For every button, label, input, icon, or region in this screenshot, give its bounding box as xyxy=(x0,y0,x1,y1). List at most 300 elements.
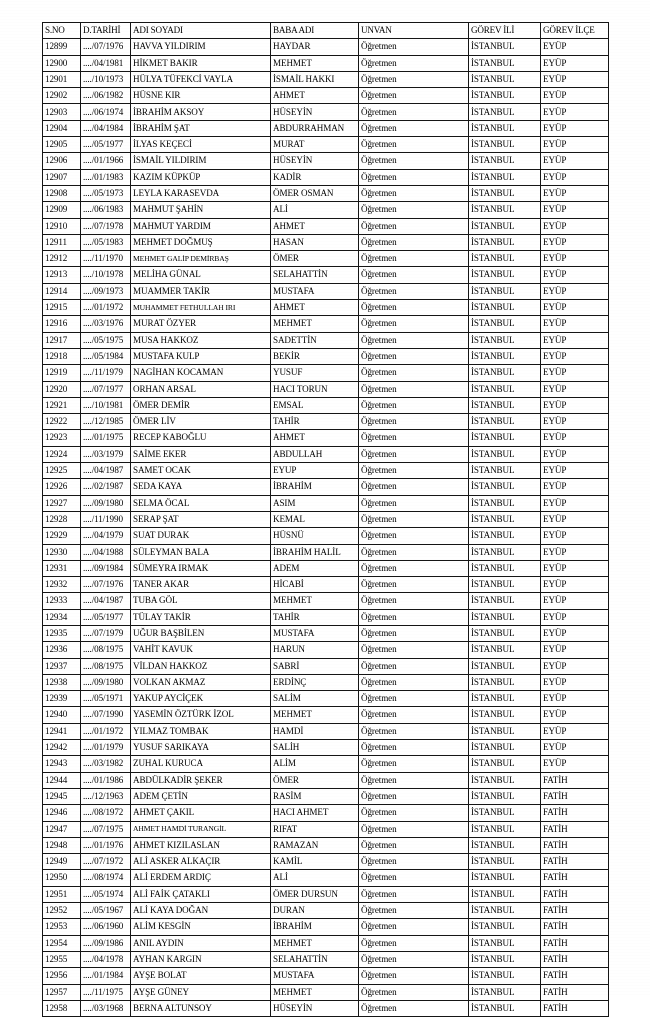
table-row xyxy=(43,234,609,250)
cell-il: İSTANBUL xyxy=(469,707,541,723)
cell-baba: RIFAT xyxy=(271,821,359,837)
cell-baba: HAYDAR xyxy=(271,39,359,55)
cell-il: İSTANBUL xyxy=(469,495,541,511)
cell-ad: AYŞE BOLAT xyxy=(131,968,271,984)
cell-il: İSTANBUL xyxy=(469,185,541,201)
cell-ad: LEYLA KARASEVDA xyxy=(131,185,271,201)
table-row xyxy=(43,642,609,658)
cell-sno: 12948 xyxy=(43,837,81,853)
cell-ilce: EYÜP xyxy=(541,593,609,609)
cell-dt: ..../01/1972 xyxy=(81,300,131,316)
cell-il: İSTANBUL xyxy=(469,348,541,364)
cell-unvan: Öğretmen xyxy=(359,772,469,788)
cell-ilce: EYÜP xyxy=(541,528,609,544)
cell-ilce: EYÜP xyxy=(541,137,609,153)
table-row xyxy=(43,788,609,804)
cell-dt: ..../07/1979 xyxy=(81,625,131,641)
cell-ad: MEHMET GALİP DEMİRBAŞ xyxy=(131,251,271,267)
cell-baba: YUSUF xyxy=(271,365,359,381)
cell-ad: HİKMET BAKIR xyxy=(131,55,271,71)
cell-sno: 12958 xyxy=(43,1000,81,1016)
table-row xyxy=(43,593,609,609)
cell-baba: ADEM xyxy=(271,560,359,576)
cell-sno: 12902 xyxy=(43,88,81,104)
cell-baba: KEMAL xyxy=(271,511,359,527)
cell-sno: 12915 xyxy=(43,300,81,316)
cell-ad: ÖMER LİV xyxy=(131,414,271,430)
cell-ad: SELMA ÖCAL xyxy=(131,495,271,511)
table-row xyxy=(43,316,609,332)
cell-ilce: EYÜP xyxy=(541,414,609,430)
cell-dt: ..../09/1980 xyxy=(81,674,131,690)
cell-dt: ..../01/1979 xyxy=(81,740,131,756)
cell-il: İSTANBUL xyxy=(469,870,541,886)
cell-baba: ABDURRAHMAN xyxy=(271,120,359,136)
cell-dt: ..../01/1966 xyxy=(81,153,131,169)
cell-il: İSTANBUL xyxy=(469,528,541,544)
table-row xyxy=(43,756,609,772)
cell-ilce: EYÜP xyxy=(541,495,609,511)
table-row xyxy=(43,919,609,935)
table-row xyxy=(43,153,609,169)
cell-ad: VAHİT KAVUK xyxy=(131,642,271,658)
cell-ilce: EYÜP xyxy=(541,740,609,756)
cell-il: İSTANBUL xyxy=(469,169,541,185)
cell-unvan: Öğretmen xyxy=(359,951,469,967)
cell-baba: SELAHATTİN xyxy=(271,267,359,283)
cell-ad: İBRAHİM ŞAT xyxy=(131,120,271,136)
cell-unvan: Öğretmen xyxy=(359,968,469,984)
cell-ad: RECEP KABOĞLU xyxy=(131,430,271,446)
cell-sno: 12923 xyxy=(43,430,81,446)
cell-dt: ..../05/1974 xyxy=(81,886,131,902)
cell-dt: ..../07/1976 xyxy=(81,39,131,55)
cell-il: İSTANBUL xyxy=(469,511,541,527)
cell-ad: SÜLEYMAN BALA xyxy=(131,544,271,560)
table-row xyxy=(43,560,609,576)
cell-unvan: Öğretmen xyxy=(359,185,469,201)
table-row xyxy=(43,837,609,853)
cell-unvan: Öğretmen xyxy=(359,1000,469,1016)
cell-ad: AYHAN KARGIN xyxy=(131,951,271,967)
table-row xyxy=(43,332,609,348)
cell-baba: ALİM xyxy=(271,756,359,772)
cell-ad: ZUHAL KURUCA xyxy=(131,756,271,772)
cell-ad: BERNA ALTUNSOY xyxy=(131,1000,271,1016)
cell-ilce: EYÜP xyxy=(541,479,609,495)
cell-sno: 12950 xyxy=(43,870,81,886)
table-row xyxy=(43,1000,609,1016)
cell-ad: ORHAN ARSAL xyxy=(131,381,271,397)
cell-unvan: Öğretmen xyxy=(359,153,469,169)
table-row xyxy=(43,88,609,104)
cell-sno: 12938 xyxy=(43,674,81,690)
cell-ilce: EYÜP xyxy=(541,120,609,136)
cell-baba: MUSTAFA xyxy=(271,625,359,641)
cell-sno: 12954 xyxy=(43,935,81,951)
cell-unvan: Öğretmen xyxy=(359,593,469,609)
cell-sno: 12952 xyxy=(43,903,81,919)
cell-il: İSTANBUL xyxy=(469,837,541,853)
cell-sno: 12926 xyxy=(43,479,81,495)
cell-ad: UĞUR BAŞBİLEN xyxy=(131,625,271,641)
cell-dt: ..../06/1983 xyxy=(81,202,131,218)
cell-unvan: Öğretmen xyxy=(359,267,469,283)
table-row xyxy=(43,495,609,511)
cell-sno: 12929 xyxy=(43,528,81,544)
cell-unvan: Öğretmen xyxy=(359,332,469,348)
cell-dt: ..../10/1981 xyxy=(81,397,131,413)
cell-il: İSTANBUL xyxy=(469,251,541,267)
cell-unvan: Öğretmen xyxy=(359,71,469,87)
cell-ilce: EYÜP xyxy=(541,251,609,267)
cell-ilce: EYÜP xyxy=(541,104,609,120)
cell-baba: İBRAHİM xyxy=(271,479,359,495)
cell-baba: SABRİ xyxy=(271,658,359,674)
cell-ad: AHMET KIZILASLAN xyxy=(131,837,271,853)
cell-sno: 12935 xyxy=(43,625,81,641)
cell-sno: 12955 xyxy=(43,951,81,967)
cell-il: İSTANBUL xyxy=(469,821,541,837)
cell-dt: ..../05/1983 xyxy=(81,234,131,250)
cell-unvan: Öğretmen xyxy=(359,104,469,120)
table-row xyxy=(43,348,609,364)
cell-il: İSTANBUL xyxy=(469,625,541,641)
cell-unvan: Öğretmen xyxy=(359,870,469,886)
cell-il: İSTANBUL xyxy=(469,805,541,821)
cell-ilce: EYÜP xyxy=(541,348,609,364)
cell-ad: ALİ ASKER ALKAÇIR xyxy=(131,854,271,870)
cell-baba: ALİ xyxy=(271,870,359,886)
cell-dt: ..../01/1984 xyxy=(81,968,131,984)
cell-unvan: Öğretmen xyxy=(359,251,469,267)
table-row xyxy=(43,511,609,527)
cell-il: İSTANBUL xyxy=(469,935,541,951)
cell-ad: MAHMUT ŞAHİN xyxy=(131,202,271,218)
cell-sno: 12956 xyxy=(43,968,81,984)
cell-sno: 12910 xyxy=(43,218,81,234)
cell-unvan: Öğretmen xyxy=(359,348,469,364)
cell-dt: ..../09/1986 xyxy=(81,935,131,951)
cell-baba: AHMET xyxy=(271,218,359,234)
cell-unvan: Öğretmen xyxy=(359,39,469,55)
cell-unvan: Öğretmen xyxy=(359,544,469,560)
cell-dt: ..../11/1990 xyxy=(81,511,131,527)
cell-ilce: EYÜP xyxy=(541,381,609,397)
column-header-province: GÖREV İLİ xyxy=(469,23,541,39)
cell-il: İSTANBUL xyxy=(469,365,541,381)
cell-ad: ANIL AYDIN xyxy=(131,935,271,951)
cell-il: İSTANBUL xyxy=(469,430,541,446)
cell-unvan: Öğretmen xyxy=(359,723,469,739)
cell-dt: ..../01/1976 xyxy=(81,837,131,853)
table-row xyxy=(43,218,609,234)
column-header-district: GÖREV İLÇE xyxy=(541,23,609,39)
table-row xyxy=(43,365,609,381)
cell-sno: 12951 xyxy=(43,886,81,902)
table-row xyxy=(43,267,609,283)
cell-dt: ..../05/1977 xyxy=(81,609,131,625)
cell-dt: ..../12/1985 xyxy=(81,414,131,430)
cell-dt: ..../01/1986 xyxy=(81,772,131,788)
cell-ad: AYŞE GÜNEY xyxy=(131,984,271,1000)
cell-il: İSTANBUL xyxy=(469,756,541,772)
cell-il: İSTANBUL xyxy=(469,674,541,690)
cell-dt: ..../02/1987 xyxy=(81,479,131,495)
table-row xyxy=(43,674,609,690)
cell-baba: KADİR xyxy=(271,169,359,185)
cell-unvan: Öğretmen xyxy=(359,430,469,446)
cell-ilce: EYÜP xyxy=(541,153,609,169)
cell-dt: ..../06/1982 xyxy=(81,88,131,104)
cell-ad: TANER AKAR xyxy=(131,577,271,593)
cell-ad: SÜMEYRA IRMAK xyxy=(131,560,271,576)
cell-dt: ..../03/1968 xyxy=(81,1000,131,1016)
cell-ad: HAVVA YILDIRIM xyxy=(131,39,271,55)
cell-ad: SEDA KAYA xyxy=(131,479,271,495)
cell-dt: ..../09/1980 xyxy=(81,495,131,511)
cell-ad: MELİHA GÜNAL xyxy=(131,267,271,283)
table-row xyxy=(43,772,609,788)
cell-ad: ALİ KAYA DOĞAN xyxy=(131,903,271,919)
cell-dt: ..../10/1978 xyxy=(81,267,131,283)
cell-dt: ..../07/1990 xyxy=(81,707,131,723)
cell-ilce: EYÜP xyxy=(541,202,609,218)
cell-sno: 12925 xyxy=(43,463,81,479)
cell-ad: YAKUP AYCİÇEK xyxy=(131,691,271,707)
cell-il: İSTANBUL xyxy=(469,577,541,593)
cell-ad: YUSUF SARIKAYA xyxy=(131,740,271,756)
cell-baba: HAMDİ xyxy=(271,723,359,739)
table-row xyxy=(43,300,609,316)
cell-ad: KAZIM KÜPKÜP xyxy=(131,169,271,185)
cell-ilce: FATİH xyxy=(541,854,609,870)
cell-unvan: Öğretmen xyxy=(359,919,469,935)
cell-ad: NAGİHAN KOCAMAN xyxy=(131,365,271,381)
cell-ilce: EYÜP xyxy=(541,544,609,560)
cell-ilce: FATİH xyxy=(541,951,609,967)
cell-sno: 12917 xyxy=(43,332,81,348)
cell-sno: 12920 xyxy=(43,381,81,397)
cell-baba: TAHİR xyxy=(271,414,359,430)
cell-il: İSTANBUL xyxy=(469,886,541,902)
cell-sno: 12945 xyxy=(43,788,81,804)
cell-ilce: EYÜP xyxy=(541,560,609,576)
table-row xyxy=(43,71,609,87)
cell-sno: 12943 xyxy=(43,756,81,772)
cell-sno: 12942 xyxy=(43,740,81,756)
table-row xyxy=(43,740,609,756)
cell-dt: ..../04/1988 xyxy=(81,544,131,560)
cell-dt: ..../11/1975 xyxy=(81,984,131,1000)
cell-baba: MURAT xyxy=(271,137,359,153)
cell-ilce: FATİH xyxy=(541,984,609,1000)
table-row xyxy=(43,104,609,120)
cell-ilce: EYÜP xyxy=(541,169,609,185)
table-row xyxy=(43,528,609,544)
cell-unvan: Öğretmen xyxy=(359,479,469,495)
table-row xyxy=(43,169,609,185)
cell-ad: MAHMUT YARDIM xyxy=(131,218,271,234)
cell-dt: ..../07/1975 xyxy=(81,821,131,837)
table-header-row xyxy=(43,23,609,39)
cell-baba: AHMET xyxy=(271,430,359,446)
cell-il: İSTANBUL xyxy=(469,137,541,153)
cell-ilce: EYÜP xyxy=(541,71,609,87)
cell-sno: 12912 xyxy=(43,251,81,267)
cell-unvan: Öğretmen xyxy=(359,691,469,707)
cell-sno: 12918 xyxy=(43,348,81,364)
cell-il: İSTANBUL xyxy=(469,397,541,413)
table-row xyxy=(43,381,609,397)
cell-sno: 12946 xyxy=(43,805,81,821)
cell-ilce: FATİH xyxy=(541,968,609,984)
cell-dt: ..../05/1973 xyxy=(81,185,131,201)
cell-ad: ABDÜLKADİR ŞEKER xyxy=(131,772,271,788)
table-row xyxy=(43,463,609,479)
cell-sno: 12907 xyxy=(43,169,81,185)
cell-ad: VOLKAN AKMAZ xyxy=(131,674,271,690)
cell-sno: 12933 xyxy=(43,593,81,609)
cell-unvan: Öğretmen xyxy=(359,658,469,674)
cell-baba: MEHMET xyxy=(271,593,359,609)
cell-ilce: EYÜP xyxy=(541,609,609,625)
cell-dt: ..../08/1975 xyxy=(81,658,131,674)
cell-sno: 12901 xyxy=(43,71,81,87)
cell-il: İSTANBUL xyxy=(469,642,541,658)
cell-dt: ..../12/1963 xyxy=(81,788,131,804)
cell-ilce: FATİH xyxy=(541,805,609,821)
cell-sno: 12930 xyxy=(43,544,81,560)
cell-ilce: EYÜP xyxy=(541,430,609,446)
cell-baba: AHMET xyxy=(271,88,359,104)
cell-ilce: EYÜP xyxy=(541,577,609,593)
cell-sno: 12947 xyxy=(43,821,81,837)
cell-sno: 12900 xyxy=(43,55,81,71)
cell-ilce: EYÜP xyxy=(541,691,609,707)
table-row xyxy=(43,479,609,495)
cell-il: İSTANBUL xyxy=(469,740,541,756)
cell-ilce: EYÜP xyxy=(541,397,609,413)
cell-sno: 12937 xyxy=(43,658,81,674)
cell-baba: RASİM xyxy=(271,788,359,804)
cell-ilce: EYÜP xyxy=(541,365,609,381)
cell-ad: MURAT ÖZYER xyxy=(131,316,271,332)
table-row xyxy=(43,886,609,902)
cell-dt: ..../05/1967 xyxy=(81,903,131,919)
cell-sno: 12922 xyxy=(43,414,81,430)
cell-sno: 12931 xyxy=(43,560,81,576)
cell-dt: ..../04/1981 xyxy=(81,55,131,71)
cell-unvan: Öğretmen xyxy=(359,560,469,576)
table-row xyxy=(43,430,609,446)
cell-il: İSTANBUL xyxy=(469,300,541,316)
cell-sno: 12941 xyxy=(43,723,81,739)
cell-ilce: EYÜP xyxy=(541,234,609,250)
table-row xyxy=(43,544,609,560)
cell-unvan: Öğretmen xyxy=(359,234,469,250)
cell-il: İSTANBUL xyxy=(469,463,541,479)
table-body xyxy=(43,39,609,1017)
cell-unvan: Öğretmen xyxy=(359,788,469,804)
cell-il: İSTANBUL xyxy=(469,316,541,332)
cell-il: İSTANBUL xyxy=(469,691,541,707)
cell-unvan: Öğretmen xyxy=(359,120,469,136)
cell-baba: MUSTAFA xyxy=(271,968,359,984)
cell-ad: HÜLYA TÜFEKCİ VAYLA xyxy=(131,71,271,87)
cell-dt: ..../07/1977 xyxy=(81,381,131,397)
cell-baba: KAMİL xyxy=(271,854,359,870)
cell-sno: 12913 xyxy=(43,267,81,283)
table-row xyxy=(43,577,609,593)
table-header xyxy=(43,23,609,39)
cell-baba: SELAHATTİN xyxy=(271,951,359,967)
cell-ilce: FATİH xyxy=(541,886,609,902)
cell-unvan: Öğretmen xyxy=(359,511,469,527)
cell-dt: ..../03/1979 xyxy=(81,446,131,462)
cell-il: İSTANBUL xyxy=(469,951,541,967)
cell-il: İSTANBUL xyxy=(469,854,541,870)
cell-sno: 12909 xyxy=(43,202,81,218)
cell-baba: SALİM xyxy=(271,691,359,707)
cell-baba: MEHMET xyxy=(271,707,359,723)
cell-ad: SERAP ŞAT xyxy=(131,511,271,527)
cell-baba: ASIM xyxy=(271,495,359,511)
cell-il: İSTANBUL xyxy=(469,723,541,739)
cell-dt: ..../07/1972 xyxy=(81,854,131,870)
cell-unvan: Öğretmen xyxy=(359,886,469,902)
cell-baba: ERDİNÇ xyxy=(271,674,359,690)
cell-sno: 12921 xyxy=(43,397,81,413)
cell-unvan: Öğretmen xyxy=(359,642,469,658)
cell-ad: İBRAHİM AKSOY xyxy=(131,104,271,120)
table-row xyxy=(43,202,609,218)
cell-baba: ÖMER OSMAN xyxy=(271,185,359,201)
cell-dt: ..../06/1974 xyxy=(81,104,131,120)
cell-baba: MEHMET xyxy=(271,935,359,951)
cell-ad: SAMET OCAK xyxy=(131,463,271,479)
cell-ad: İLYAS KEÇECİ xyxy=(131,137,271,153)
table-row xyxy=(43,903,609,919)
cell-unvan: Öğretmen xyxy=(359,707,469,723)
cell-sno: 12924 xyxy=(43,446,81,462)
cell-il: İSTANBUL xyxy=(469,120,541,136)
cell-baba: DURAN xyxy=(271,903,359,919)
column-header-sno: S.NO xyxy=(43,23,81,39)
cell-il: İSTANBUL xyxy=(469,560,541,576)
cell-ilce: EYÜP xyxy=(541,39,609,55)
cell-ad: AHMET ÇAKIL xyxy=(131,805,271,821)
cell-dt: ..../10/1973 xyxy=(81,71,131,87)
cell-il: İSTANBUL xyxy=(469,544,541,560)
cell-ad: YILMAZ TOMBAK xyxy=(131,723,271,739)
cell-sno: 12932 xyxy=(43,577,81,593)
cell-unvan: Öğretmen xyxy=(359,674,469,690)
cell-ad: ALİM KESGİN xyxy=(131,919,271,935)
cell-baba: ÖMER DURSUN xyxy=(271,886,359,902)
cell-dt: ..../09/1973 xyxy=(81,283,131,299)
cell-baba: MEHMET xyxy=(271,55,359,71)
cell-baba: HÜSNÜ xyxy=(271,528,359,544)
cell-sno: 12944 xyxy=(43,772,81,788)
cell-unvan: Öğretmen xyxy=(359,625,469,641)
table-row xyxy=(43,609,609,625)
cell-il: İSTANBUL xyxy=(469,658,541,674)
table-row xyxy=(43,935,609,951)
cell-dt: ..../04/1979 xyxy=(81,528,131,544)
cell-ilce: EYÜP xyxy=(541,218,609,234)
cell-il: İSTANBUL xyxy=(469,446,541,462)
